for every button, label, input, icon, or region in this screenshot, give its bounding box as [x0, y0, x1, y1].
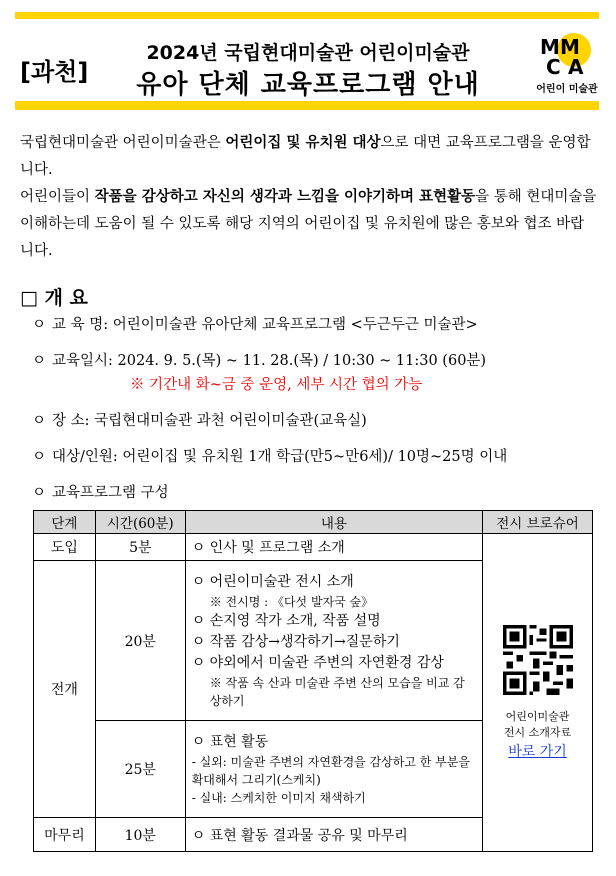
intro-text [20, 130, 598, 265]
item-program-name: ㅇ 교 육 명: 어린이미술관 유아단체 교육프로그램 <두근두근 미술관> [32, 317, 478, 333]
logo-text: 어린이 미술관 [536, 84, 598, 95]
content-development-1 [185, 561, 482, 721]
header-bottom-bar [15, 101, 599, 110]
col-content: 내용 [185, 511, 482, 534]
qr-caption-2: 전시 소개자료 [503, 725, 572, 739]
item-composition: ㅇ 교육프로그램 구성 [32, 485, 169, 501]
schedule-note: ※ 기간내 화~금 중 운영, 세부 시간 협의 가능 [130, 377, 423, 393]
svg-text:M: M [560, 35, 580, 59]
svg-text:M: M [540, 35, 560, 59]
svg-text:C: C [546, 55, 561, 76]
dev1-item-b: ㅇ 손지영 작가 소개, 작품 설명 [191, 612, 381, 629]
time-intro: 5분 [95, 534, 185, 561]
time-development-2: 25분 [95, 721, 185, 818]
col-brochure: 전시 브로슈어 [483, 511, 593, 534]
col-stage: 단계 [34, 511, 96, 534]
section-heading: □ 개 요 [20, 287, 88, 309]
stage-closing: 마무리 [34, 818, 96, 852]
col-time: 시간(60분) [95, 511, 185, 534]
qr-code-icon[interactable] [503, 625, 573, 695]
page-title-line2: 유아 단체 교육프로그램 안내 [136, 70, 480, 100]
page-title-line1: 2024년 국립현대미술관 어린이미술관 [146, 42, 470, 64]
time-closing: 10분 [95, 818, 185, 852]
mmca-logo-icon [538, 30, 594, 76]
dev1-item-d: ㅇ 야외에서 미술관 주변의 자연환경 감상 [191, 654, 444, 671]
content-intro: ㅇ 인사 및 프로그램 소개 [185, 534, 482, 561]
mmca-logo [532, 30, 600, 96]
header-top-bar [15, 12, 599, 19]
brochure-link[interactable]: 바로 가기 [508, 743, 567, 760]
dev1-item-a: ㅇ 어린이미술관 전시 소개 [191, 573, 354, 590]
program-table [33, 510, 593, 852]
item-target: ㅇ 대상/인원: 어린이집 및 유치원 1개 학급(만5~만6세)/ 10명~25명 이내 [32, 449, 508, 465]
brochure-cell [483, 534, 593, 852]
region-tag: [과천] [20, 58, 89, 86]
intro-paragraph-1: 국립현대미술관 어린이미술관은 어린이집 및 유치원 대상으로 대면 교육프로그램을 운영합니다. [20, 135, 591, 178]
dev2-sub-2: - 실내: 스케치한 이미지 채색하기 [191, 790, 366, 805]
dev2-sub-1: - 실외: 미술관 주변의 자연환경을 감상하고 한 부분을 확대해서 그리기(스케치) [191, 754, 470, 787]
content-development-2 [185, 721, 482, 818]
dev1-item-d-sub: ※ 작품 속 산과 미술관 주변 산의 모습을 비교 감상하기 [209, 675, 465, 708]
dev2-item-a: ㅇ 표현 활동 [191, 733, 269, 750]
item-place: ㅇ 장 소: 국립현대미술관 과천 어린이미술관(교육실) [32, 413, 367, 429]
intro-paragraph-2: 어린이들이 작품을 감상하고 자신의 생각과 느낌을 이야기하며 표현활동을 통해 현대미술을 이해하는데 도움이 될 수 있도록 해당 지역의 어린이집 및 유치원에 많은 홍보와 협조 바랍니다. [20, 189, 597, 259]
dev1-item-a-sub: ※ 전시명 : 《다섯 발자국 숲》 [209, 594, 374, 609]
dev1-item-c: ㅇ 작품 감상→생각하기→질문하기 [191, 633, 400, 650]
stage-intro: 도입 [34, 534, 96, 561]
svg-text:A: A [568, 55, 584, 76]
time-development-1: 20분 [95, 561, 185, 721]
content-closing: ㅇ 표현 활동 결과물 공유 및 마무리 [185, 818, 482, 852]
qr-caption-1: 어린이미술관 [505, 709, 570, 723]
item-schedule: ㅇ 교육일시: 2024. 9. 5.(목) ~ 11. 28.(목) / 10:30 ~ 11:30 (60분) [32, 353, 487, 369]
stage-development: 전개 [34, 561, 96, 818]
